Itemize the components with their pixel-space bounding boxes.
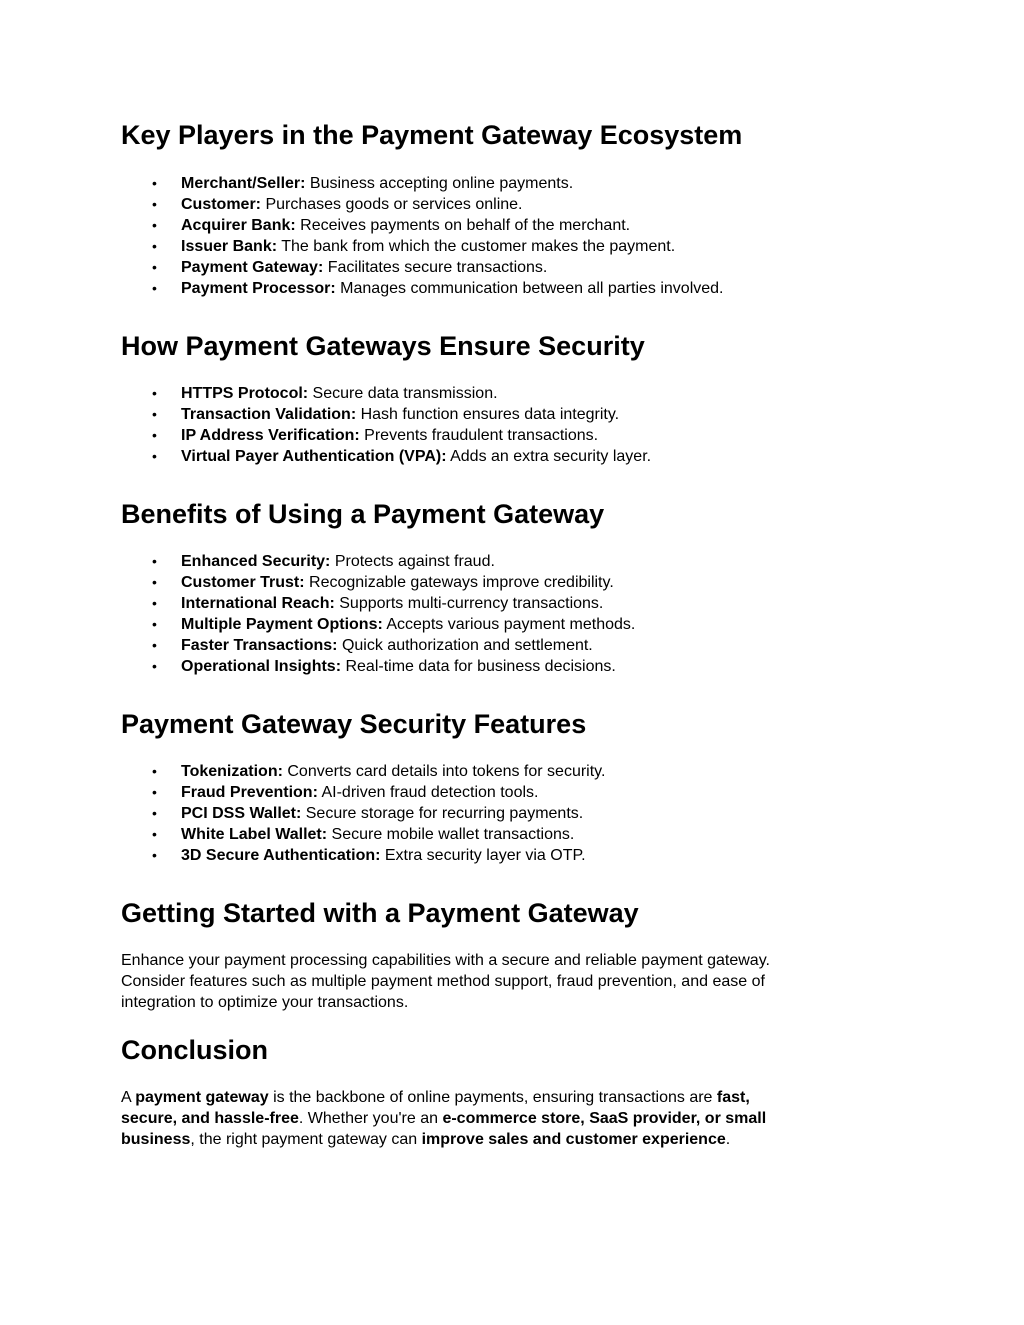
item-desc: Secure storage for recurring payments. bbox=[301, 805, 584, 822]
item-desc: Secure mobile wallet transactions. bbox=[327, 826, 575, 843]
list-item bbox=[121, 593, 881, 614]
item-desc: Quick authorization and settlement. bbox=[337, 637, 593, 654]
text-run: A bbox=[121, 1089, 136, 1106]
section-heading-benefits: Benefits of Using a Payment Gateway bbox=[121, 499, 605, 529]
item-term: HTTPS Protocol: bbox=[181, 385, 309, 402]
item-term: Payment Gateway: bbox=[181, 259, 324, 276]
bullet-icon: • bbox=[152, 574, 157, 590]
bullet-icon: • bbox=[152, 763, 157, 779]
bullet-icon: • bbox=[152, 385, 157, 401]
bullet-icon: • bbox=[152, 805, 157, 821]
item-term: PCI DSS Wallet: bbox=[181, 805, 302, 822]
section-heading-security-features: Payment Gateway Security Features bbox=[121, 709, 587, 739]
item-term: Transaction Validation: bbox=[181, 406, 357, 423]
item-desc: Prevents fraudulent transactions. bbox=[359, 427, 599, 444]
list-item bbox=[121, 824, 881, 845]
bold-run: fast, bbox=[716, 1089, 750, 1106]
section-heading-conclusion: Conclusion bbox=[121, 1035, 268, 1065]
item-term: Customer: bbox=[181, 196, 262, 213]
item-desc: Business accepting online payments. bbox=[305, 175, 574, 192]
item-desc: Secure data transmission. bbox=[308, 385, 498, 402]
paragraph-line: Enhance your payment processing capabilities with a secure and reliable payment gateway. bbox=[121, 952, 770, 969]
list-item bbox=[121, 635, 881, 656]
bullet-icon: • bbox=[152, 616, 157, 632]
list-item bbox=[121, 194, 881, 215]
item-desc: Hash function ensures data integrity. bbox=[356, 406, 620, 423]
item-desc: Facilitates secure transactions. bbox=[323, 259, 548, 276]
bullet-icon: • bbox=[152, 238, 157, 254]
text-run: , the right payment gateway can bbox=[190, 1131, 422, 1148]
bold-run: payment gateway bbox=[135, 1089, 269, 1106]
item-desc: Adds an extra security layer. bbox=[446, 448, 652, 465]
list-item bbox=[121, 173, 881, 194]
section-heading-key-players: Key Players in the Payment Gateway Ecosystem bbox=[121, 120, 743, 150]
item-desc: Supports multi-currency transactions. bbox=[334, 595, 604, 612]
item-desc: Accepts various payment methods. bbox=[382, 616, 636, 633]
list-item bbox=[121, 236, 881, 257]
item-term: Customer Trust: bbox=[181, 574, 305, 591]
bullet-icon: • bbox=[152, 196, 157, 212]
item-term: Multiple Payment Options: bbox=[181, 616, 383, 633]
bold-run: e-commerce store, SaaS provider, or small bbox=[442, 1110, 767, 1127]
item-desc: The bank from which the customer makes the payment. bbox=[277, 238, 676, 255]
item-desc: AI-driven fraud detection tools. bbox=[317, 784, 539, 801]
item-term: IP Address Verification: bbox=[181, 427, 360, 444]
item-term: White Label Wallet: bbox=[181, 826, 328, 843]
item-term: Issuer Bank: bbox=[181, 238, 278, 255]
item-desc: Purchases goods or services online. bbox=[261, 196, 523, 213]
text-run: . Whether you're an bbox=[298, 1110, 443, 1127]
section-heading-security: How Payment Gateways Ensure Security bbox=[121, 331, 645, 361]
list-item bbox=[121, 845, 881, 866]
security-list bbox=[121, 383, 881, 467]
item-term: Tokenization: bbox=[181, 763, 283, 780]
list-item bbox=[121, 803, 881, 824]
bullet-icon: • bbox=[152, 406, 157, 422]
bullet-icon: • bbox=[152, 427, 157, 443]
list-item bbox=[121, 782, 881, 803]
bullet-icon: • bbox=[152, 175, 157, 191]
bold-run: secure, and hassle-free bbox=[121, 1110, 299, 1127]
item-term: Acquirer Bank: bbox=[181, 217, 296, 234]
bullet-icon: • bbox=[152, 448, 157, 464]
list-item bbox=[121, 551, 881, 572]
item-term: Faster Transactions: bbox=[181, 637, 338, 654]
bullet-icon: • bbox=[152, 637, 157, 653]
bullet-icon: • bbox=[152, 784, 157, 800]
bullet-icon: • bbox=[152, 847, 157, 863]
item-desc: Receives payments on behalf of the merchant. bbox=[295, 217, 631, 234]
bullet-icon: • bbox=[152, 595, 157, 611]
getting-started-paragraph bbox=[121, 950, 881, 1013]
list-item bbox=[121, 257, 881, 278]
item-term: Operational Insights: bbox=[181, 658, 342, 675]
bullet-icon: • bbox=[152, 658, 157, 674]
bullet-icon: • bbox=[152, 553, 157, 569]
list-item bbox=[121, 278, 881, 299]
item-term: International Reach: bbox=[181, 595, 335, 612]
list-item bbox=[121, 425, 881, 446]
item-term: Fraud Prevention: bbox=[181, 784, 318, 801]
list-item bbox=[121, 404, 881, 425]
bullet-icon: • bbox=[152, 826, 157, 842]
text-run: is the backbone of online payments, ensuring transactions are bbox=[268, 1089, 717, 1106]
conclusion-paragraph bbox=[121, 1087, 881, 1150]
paragraph-line: integration to optimize your transactions. bbox=[121, 994, 409, 1011]
section-heading-getting-started: Getting Started with a Payment Gateway bbox=[121, 898, 639, 928]
list-item bbox=[121, 446, 881, 467]
item-desc: Recognizable gateways improve credibility. bbox=[304, 574, 614, 591]
list-item bbox=[121, 572, 881, 593]
item-term: Merchant/Seller: bbox=[181, 175, 306, 192]
list-item bbox=[121, 614, 881, 635]
item-term: Virtual Payer Authentication (VPA): bbox=[181, 448, 447, 465]
list-item bbox=[121, 215, 881, 236]
list-item bbox=[121, 656, 881, 677]
bullet-icon: • bbox=[152, 217, 157, 233]
text-run: . bbox=[725, 1131, 731, 1148]
item-desc: Converts card details into tokens for security. bbox=[282, 763, 606, 780]
paragraph-line: Consider features such as multiple payment method support, fraud prevention, and ease of bbox=[121, 973, 765, 990]
item-term: Payment Processor: bbox=[181, 280, 336, 297]
key-players-list bbox=[121, 173, 881, 299]
item-desc: Manages communication between all parties involved. bbox=[335, 280, 724, 297]
item-desc: Real-time data for business decisions. bbox=[341, 658, 616, 675]
item-term: Enhanced Security: bbox=[181, 553, 331, 570]
bullet-icon: • bbox=[152, 259, 157, 275]
list-item bbox=[121, 383, 881, 404]
bold-run: business bbox=[121, 1131, 191, 1148]
list-item bbox=[121, 761, 881, 782]
bullet-icon: • bbox=[152, 280, 157, 296]
item-desc: Extra security layer via OTP. bbox=[380, 847, 586, 864]
bold-run: improve sales and customer experience bbox=[421, 1131, 726, 1148]
security-features-list bbox=[121, 761, 881, 866]
item-term: 3D Secure Authentication: bbox=[181, 847, 381, 864]
item-desc: Protects against fraud. bbox=[330, 553, 495, 570]
benefits-list bbox=[121, 551, 881, 677]
